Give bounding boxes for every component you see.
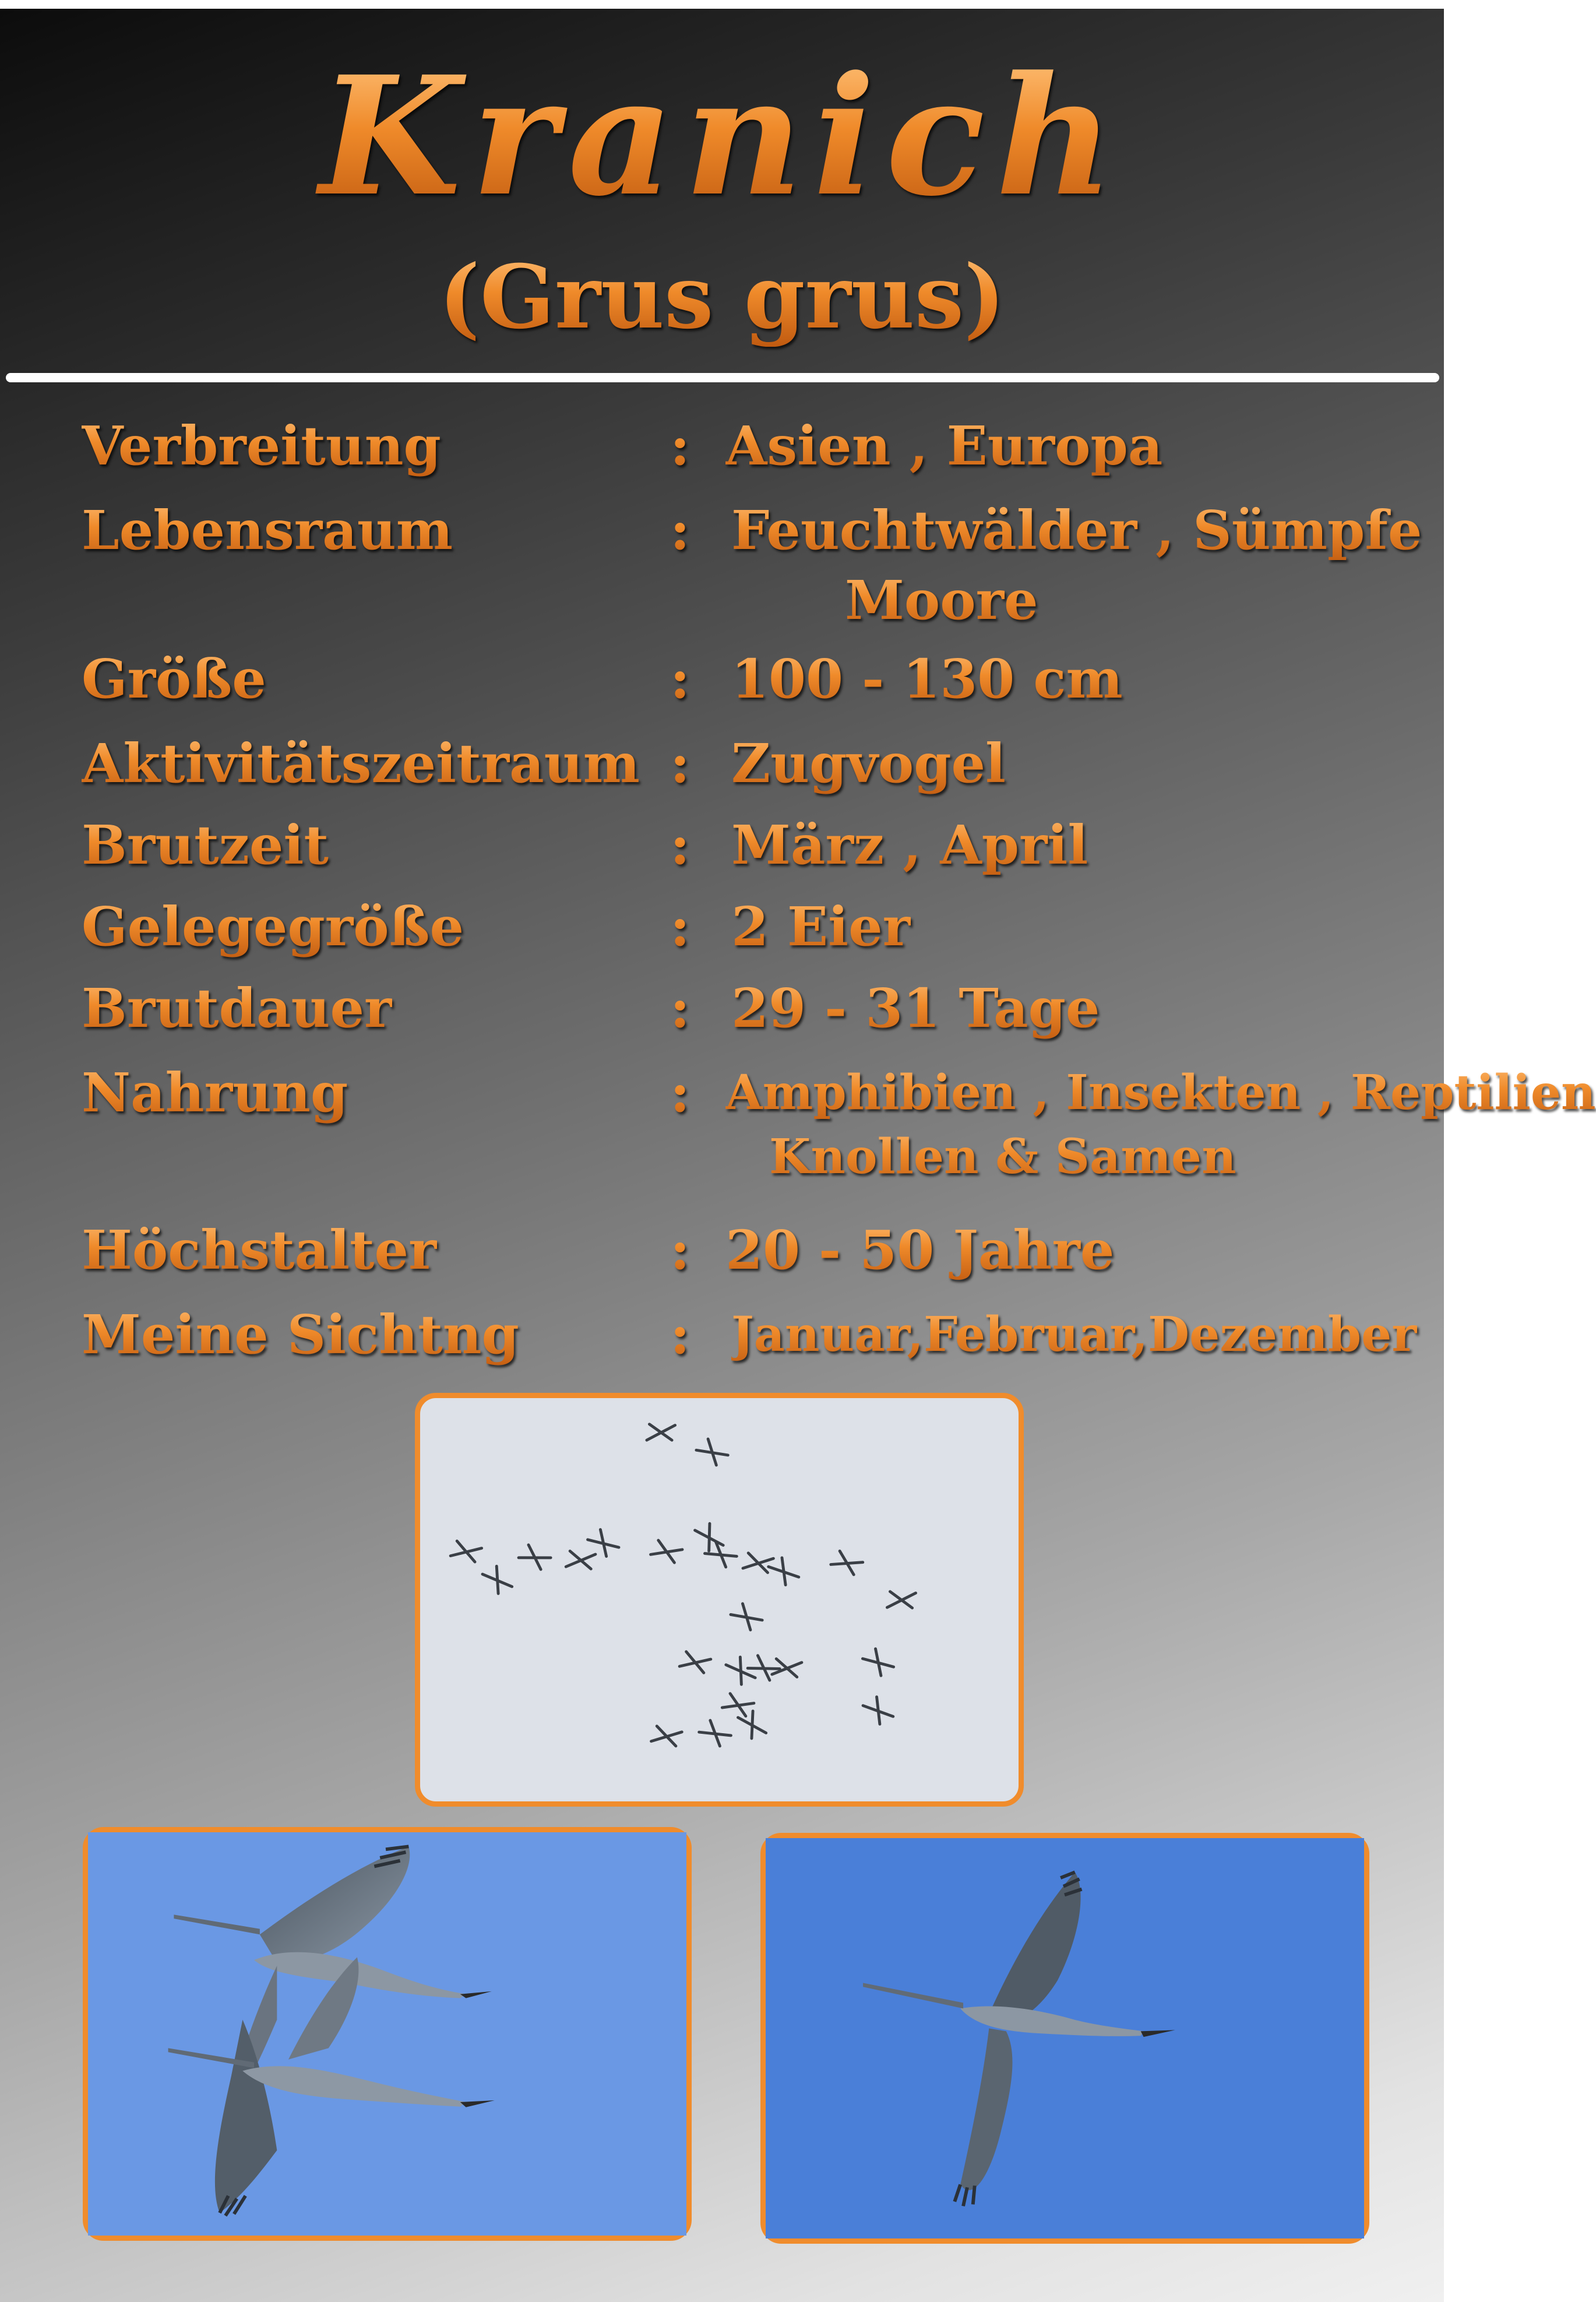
flock-crane bbox=[720, 1689, 756, 1720]
flock-crane bbox=[830, 1548, 864, 1576]
fact-label: Größe bbox=[82, 644, 266, 714]
fact-colon: : bbox=[670, 1215, 690, 1285]
fact-colon: : bbox=[670, 411, 690, 481]
fact-value: 20 - 50 Jahre bbox=[725, 1215, 1114, 1285]
fact-row-lebensraum bbox=[0, 495, 1444, 641]
divider bbox=[6, 373, 1439, 382]
fact-colon: : bbox=[670, 810, 690, 880]
fact-row-gelegegroesse bbox=[0, 892, 1444, 973]
fact-row-brutzeit bbox=[0, 810, 1444, 892]
flock-photo bbox=[415, 1393, 1024, 1807]
fact-row-nahrung bbox=[0, 1058, 1596, 1198]
flock-crane bbox=[478, 1562, 517, 1597]
fact-value: 100 - 130 cm bbox=[731, 644, 1123, 714]
flock-crane bbox=[859, 1694, 897, 1727]
flock-crane bbox=[689, 1519, 729, 1555]
fact-label: Verbreitung bbox=[82, 411, 441, 481]
flock-crane bbox=[729, 1602, 764, 1631]
fact-label: Lebensraum bbox=[82, 495, 453, 565]
flock-crane bbox=[732, 1706, 773, 1743]
fact-value: Asien , Europa bbox=[725, 411, 1162, 481]
flock-crane bbox=[640, 1413, 681, 1451]
flock-crane bbox=[860, 1646, 897, 1678]
flock-crane bbox=[518, 1544, 551, 1571]
single-crane-photo bbox=[760, 1833, 1369, 2244]
fact-label: Höchstalter bbox=[82, 1215, 437, 1285]
fact-value: 29 - 31 Tage bbox=[731, 973, 1100, 1043]
fact-label: Meine Sichtng bbox=[82, 1300, 519, 1370]
fact-value: Zugvogel bbox=[731, 728, 1006, 798]
fact-row-groesse bbox=[0, 644, 1444, 726]
two-cranes-photo bbox=[83, 1827, 692, 2241]
fact-colon: : bbox=[670, 728, 690, 798]
fact-colon: : bbox=[670, 892, 690, 962]
flock-crane bbox=[585, 1527, 622, 1558]
fact-label: Nahrung bbox=[82, 1058, 348, 1128]
flock-crane bbox=[881, 1581, 921, 1618]
fact-value: 2 Eier bbox=[731, 892, 911, 962]
fact-value: Feuchtwälder , Sümpfe bbox=[731, 495, 1422, 565]
page-title: Kranich bbox=[0, 50, 1444, 224]
fact-row-brutdauer bbox=[0, 973, 1444, 1055]
flock-crane bbox=[721, 1653, 760, 1688]
flock-crane bbox=[677, 1646, 714, 1678]
fact-colon: : bbox=[670, 644, 690, 714]
single-crane-image bbox=[766, 1838, 1364, 2238]
flock-crane bbox=[648, 1536, 684, 1567]
crane-flock-image bbox=[420, 1398, 1019, 1801]
scientific-name: (Grus grus) bbox=[0, 248, 1444, 347]
fact-colon: : bbox=[670, 1300, 690, 1370]
fact-sheet bbox=[0, 9, 1596, 2302]
two-cranes-image bbox=[88, 1832, 686, 2236]
flock-crane bbox=[695, 1438, 730, 1466]
fact-label: Brutzeit bbox=[82, 810, 329, 880]
fact-label: Brutdauer bbox=[82, 973, 392, 1043]
fact-label: Gelegegröße bbox=[82, 892, 464, 962]
fact-value: Januar,Februar,Dezember bbox=[731, 1300, 1417, 1370]
flock-crane bbox=[698, 1720, 732, 1747]
fact-colon: : bbox=[670, 973, 690, 1043]
fact-label: Aktivitätszeitraum bbox=[82, 728, 640, 798]
fact-row-meine-sichtung bbox=[0, 1300, 1444, 1381]
fact-colon: : bbox=[670, 1058, 690, 1128]
fact-row-hoechstalter bbox=[0, 1215, 1444, 1297]
fact-value-continued: Moore bbox=[845, 565, 1038, 635]
fact-colon: : bbox=[670, 495, 690, 565]
flock-crane bbox=[447, 1535, 485, 1568]
fact-value: März , April bbox=[731, 810, 1088, 880]
fact-value-continued: Knollen & Samen bbox=[769, 1122, 1236, 1192]
fact-value: Amphibien , Insekten , Reptilien bbox=[725, 1058, 1596, 1128]
flock-crane bbox=[561, 1542, 600, 1578]
flock-crane bbox=[647, 1719, 686, 1753]
fact-row-aktivitaetszeitraum bbox=[0, 728, 1444, 810]
flock-crane bbox=[739, 1546, 778, 1580]
fact-row-verbreitung bbox=[0, 411, 1444, 492]
